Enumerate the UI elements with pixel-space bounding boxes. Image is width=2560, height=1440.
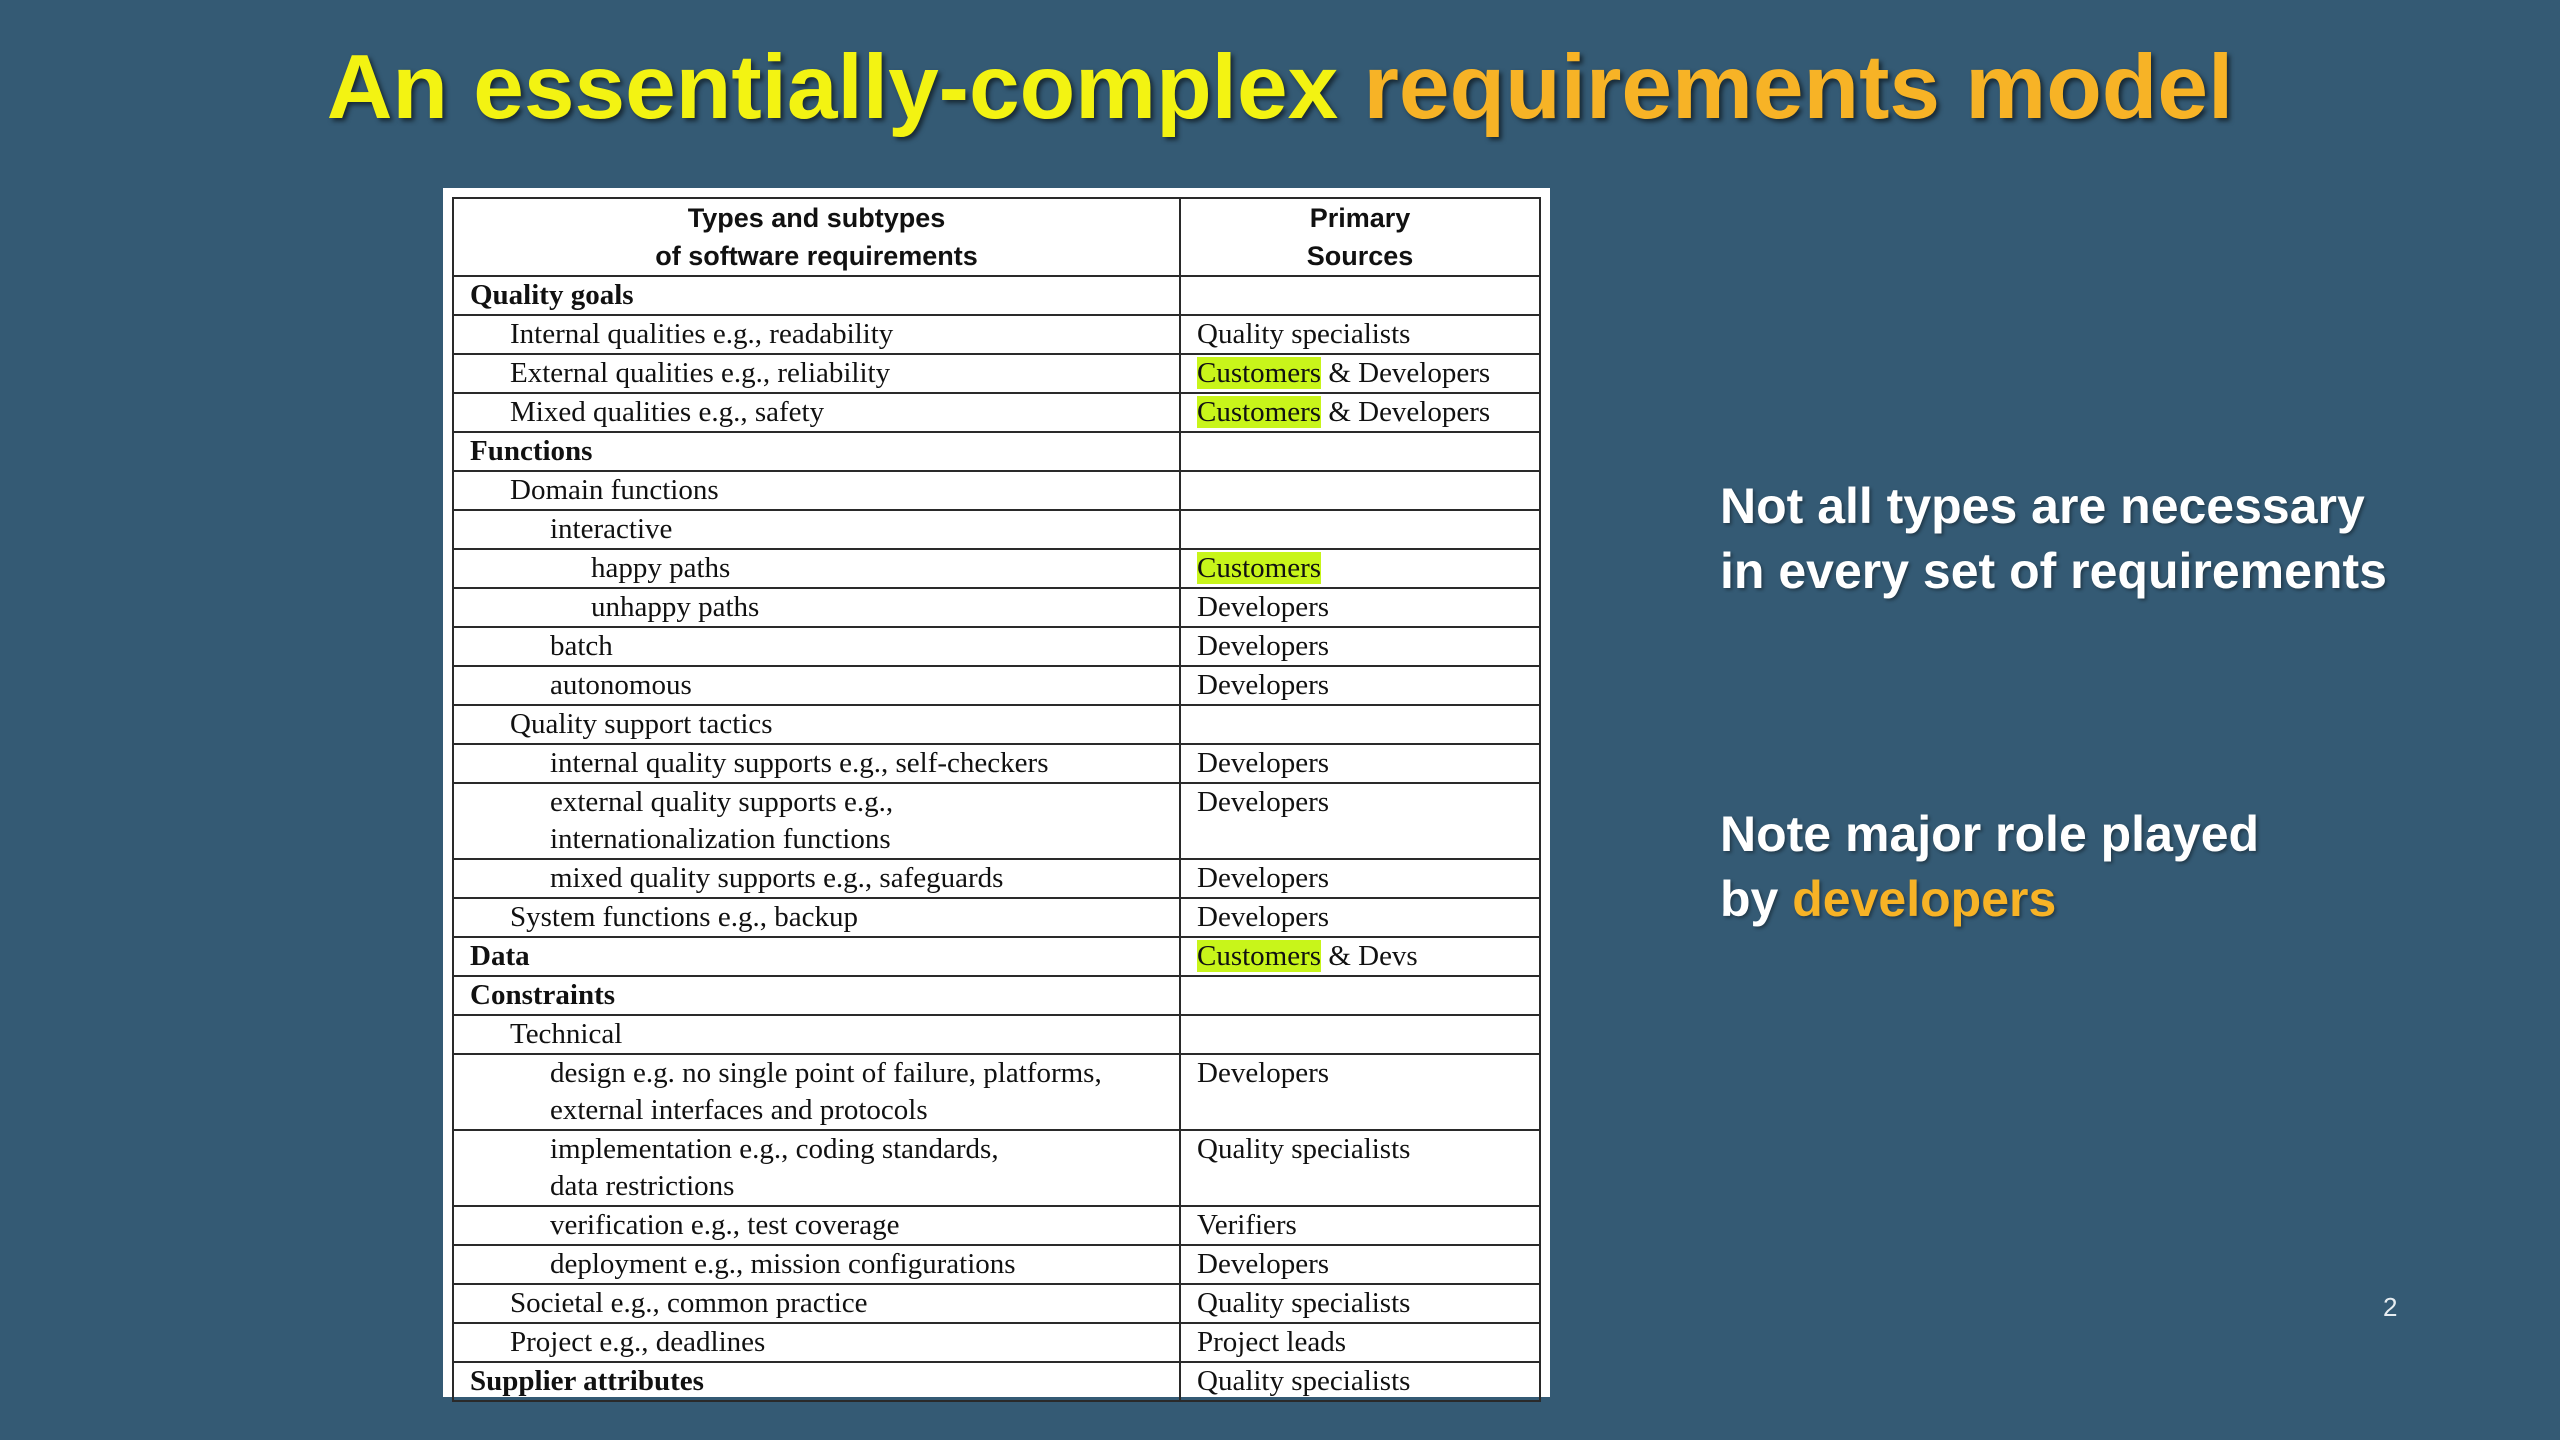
requirement-type-cell — [453, 432, 1180, 471]
table-row — [453, 744, 1540, 783]
primary-source-cell — [1180, 432, 1540, 471]
requirement-type-cell — [453, 315, 1180, 354]
primary-source-cell — [1180, 1245, 1540, 1284]
primary-source-cell — [1180, 859, 1540, 898]
requirement-type-text: Mixed qualities e.g., safety — [510, 396, 825, 428]
primary-source-cell — [1180, 588, 1540, 627]
source-text: Quality specialists — [1197, 1287, 1411, 1319]
note-developers — [1720, 802, 2259, 932]
title-part-2: requirements model — [1363, 37, 2234, 138]
table-header-row — [453, 198, 1540, 276]
requirement-type-text-line2: data restrictions — [550, 1170, 735, 1202]
table-row — [453, 1206, 1540, 1245]
header-sources-line1: Primary — [1309, 203, 1411, 233]
source-text: Developers — [1197, 1248, 1330, 1280]
primary-source-cell — [1180, 1284, 1540, 1323]
requirement-type-text: Quality support tactics — [510, 708, 773, 740]
source-text: Developers — [1197, 669, 1330, 701]
requirement-type-cell — [453, 937, 1180, 976]
primary-source-cell — [1180, 666, 1540, 705]
primary-source-cell — [1180, 976, 1540, 1015]
requirement-type-cell — [453, 1323, 1180, 1362]
header-types — [453, 198, 1180, 276]
note-types-line2: in every set of requirements — [1720, 543, 2387, 599]
source-text: & Developers — [1321, 357, 1491, 389]
requirement-type-text: autonomous — [550, 669, 692, 701]
source-text: Quality specialists — [1197, 318, 1411, 350]
requirement-type-text: Project e.g., deadlines — [510, 1326, 766, 1358]
requirement-type-text: Societal e.g., common practice — [510, 1287, 868, 1319]
primary-source-cell — [1180, 705, 1540, 744]
requirements-table — [452, 197, 1541, 1402]
table-row — [453, 432, 1540, 471]
primary-source-cell — [1180, 549, 1540, 588]
requirement-type-cell — [453, 510, 1180, 549]
requirement-type-cell — [453, 744, 1180, 783]
table-row — [453, 354, 1540, 393]
table-row — [453, 549, 1540, 588]
source-text: Developers — [1197, 630, 1330, 662]
requirement-type-cell — [453, 471, 1180, 510]
requirement-type-text: Functions — [470, 435, 593, 467]
requirement-type-text: design e.g. no single point of failure, platforms, — [550, 1057, 1102, 1089]
table-row — [453, 937, 1540, 976]
requirement-type-cell — [453, 1130, 1180, 1206]
requirement-type-text: mixed quality supports e.g., safeguards — [550, 862, 1004, 894]
requirement-type-text: batch — [550, 630, 613, 662]
requirement-type-cell — [453, 588, 1180, 627]
table-row — [453, 1284, 1540, 1323]
table-row — [453, 510, 1540, 549]
note-developers-line2 — [1720, 867, 2259, 932]
requirement-type-text: internal quality supports e.g., self-checkers — [550, 747, 1049, 779]
note-developers-highlight: developers — [1792, 871, 2057, 927]
primary-source-cell — [1180, 315, 1540, 354]
primary-source-cell — [1180, 783, 1540, 859]
header-sources — [1180, 198, 1540, 276]
requirement-type-cell — [453, 1245, 1180, 1284]
source-text: Developers — [1197, 591, 1330, 623]
table-row — [453, 1054, 1540, 1130]
requirement-type-cell — [453, 276, 1180, 315]
table-row — [453, 1323, 1540, 1362]
primary-source-cell — [1180, 1206, 1540, 1245]
table-row — [453, 1362, 1540, 1401]
requirement-type-cell — [453, 976, 1180, 1015]
primary-source-cell — [1180, 744, 1540, 783]
requirement-type-cell — [453, 1015, 1180, 1054]
table-row — [453, 666, 1540, 705]
source-text: Developers — [1197, 862, 1330, 894]
table-row — [453, 976, 1540, 1015]
table-row — [453, 859, 1540, 898]
table-body — [453, 276, 1540, 1401]
requirement-type-text: Constraints — [470, 979, 616, 1011]
requirement-type-cell — [453, 898, 1180, 937]
source-text: Developers — [1197, 786, 1330, 818]
requirement-type-text: implementation e.g., coding standards, — [550, 1133, 999, 1165]
requirement-type-cell — [453, 1284, 1180, 1323]
header-types-line2: of software requirements — [655, 241, 978, 271]
requirement-type-text: deployment e.g., mission configurations — [550, 1248, 1016, 1280]
note-developers-line1: Note major role played — [1720, 806, 2260, 862]
requirement-type-text: Internal qualities e.g., readability — [510, 318, 894, 350]
primary-source-cell — [1180, 937, 1540, 976]
source-text: Project leads — [1197, 1326, 1346, 1358]
requirement-type-cell — [453, 1362, 1180, 1401]
requirement-type-cell — [453, 354, 1180, 393]
requirement-type-text: Data — [470, 940, 530, 972]
primary-source-cell — [1180, 276, 1540, 315]
source-text: & Devs — [1321, 940, 1418, 972]
source-text: Verifiers — [1197, 1209, 1297, 1241]
requirement-type-cell — [453, 627, 1180, 666]
primary-source-cell — [1180, 510, 1540, 549]
requirement-type-text: External qualities e.g., reliability — [510, 357, 891, 389]
requirement-type-text-line2: internationalization functions — [550, 823, 891, 855]
primary-source-cell — [1180, 1323, 1540, 1362]
source-highlight: Customers — [1197, 396, 1322, 428]
source-text: & Developers — [1321, 396, 1491, 428]
table-row — [453, 1130, 1540, 1206]
table-row — [453, 705, 1540, 744]
requirement-type-text: Quality goals — [470, 279, 634, 311]
requirement-type-cell — [453, 705, 1180, 744]
requirement-type-cell — [453, 1054, 1180, 1130]
primary-source-cell — [1180, 1054, 1540, 1130]
requirements-table-container — [443, 188, 1550, 1397]
source-highlight: Customers — [1197, 552, 1322, 584]
requirement-type-text: unhappy paths — [591, 591, 760, 623]
table-row — [453, 393, 1540, 432]
note-types-line1: Not all types are necessary — [1720, 478, 2365, 534]
table-row — [453, 783, 1540, 859]
requirement-type-text: System functions e.g., backup — [510, 901, 858, 933]
primary-source-cell — [1180, 1362, 1540, 1401]
source-text: Developers — [1197, 1057, 1330, 1089]
primary-source-cell — [1180, 898, 1540, 937]
primary-source-cell — [1180, 471, 1540, 510]
source-highlight: Customers — [1197, 357, 1322, 389]
table-row — [453, 1245, 1540, 1284]
requirement-type-text: Domain functions — [510, 474, 719, 506]
source-text: Developers — [1197, 747, 1330, 779]
source-text: Quality specialists — [1197, 1133, 1411, 1165]
table-row — [453, 315, 1540, 354]
primary-source-cell — [1180, 1130, 1540, 1206]
requirement-type-text-line2: external interfaces and protocols — [550, 1094, 928, 1126]
table-row — [453, 898, 1540, 937]
requirement-type-text: Supplier attributes — [470, 1365, 704, 1397]
primary-source-cell — [1180, 627, 1540, 666]
requirement-type-text: verification e.g., test coverage — [550, 1209, 900, 1241]
source-highlight: Customers — [1197, 940, 1322, 972]
table-row — [453, 588, 1540, 627]
source-text: Quality specialists — [1197, 1365, 1411, 1397]
table-row — [453, 471, 1540, 510]
page-number: 2 — [2383, 1292, 2398, 1322]
header-sources-line2: Sources — [1306, 241, 1414, 271]
requirement-type-cell — [453, 666, 1180, 705]
table-row — [453, 276, 1540, 315]
primary-source-cell — [1180, 1015, 1540, 1054]
note-developers-prefix: by — [1720, 871, 1793, 927]
table-row — [453, 1015, 1540, 1054]
requirement-type-text: happy paths — [591, 552, 731, 584]
table-row — [453, 627, 1540, 666]
title-part-1: An essentially-complex — [326, 37, 1339, 138]
requirement-type-cell — [453, 1206, 1180, 1245]
requirement-type-text: interactive — [550, 513, 673, 545]
header-types-line1: Types and subtypes — [687, 203, 946, 233]
requirement-type-cell — [453, 549, 1180, 588]
source-text: Developers — [1197, 901, 1330, 933]
primary-source-cell — [1180, 393, 1540, 432]
requirement-type-cell — [453, 393, 1180, 432]
requirement-type-text: external quality supports e.g., — [550, 786, 894, 818]
primary-source-cell — [1180, 354, 1540, 393]
requirement-type-cell — [453, 859, 1180, 898]
slide-title — [0, 38, 2560, 138]
note-types — [1720, 474, 2387, 604]
requirement-type-text: Technical — [510, 1018, 623, 1050]
requirement-type-cell — [453, 783, 1180, 859]
